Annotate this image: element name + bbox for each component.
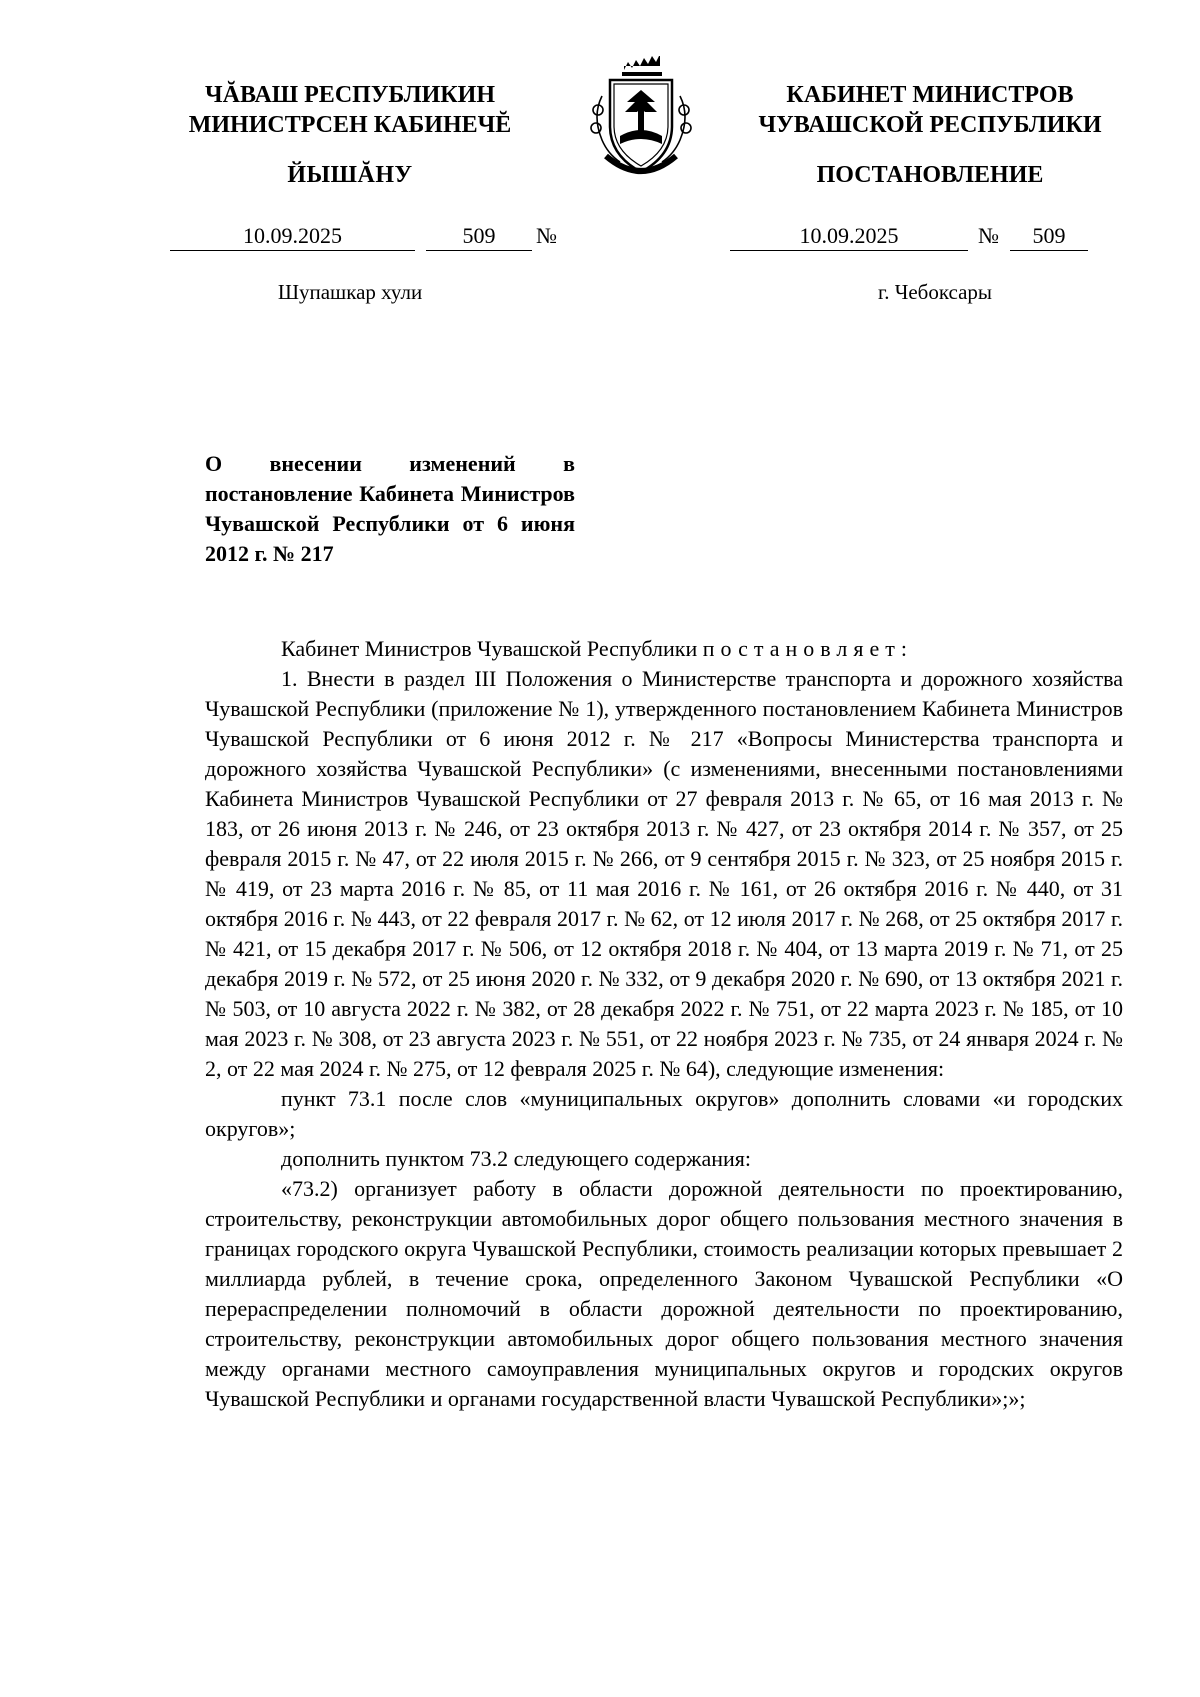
right-date: 10.09.2025 xyxy=(730,222,968,251)
document-body xyxy=(205,634,1123,1414)
paragraph-1: 1. Внести в раздел III Положения о Министерстве транспорта и дорожного хозяйства Чувашской Республики (приложение № 1), утвержденного постановлением Кабинета Министров Чувашской Республики от 6 июня 2012 г. № 217 «Вопросы Министерства транспорта и дорожного хозяйства Чувашской Республики» (с изменениями, внесенными постановлениями Кабинета Министров Чувашской Республики от 27 февраля 2013 г. № 65, от 16 мая 2013 г. № 183, от 26 июня 2013 г. № 246, от 23 октября 2013 г. № 427, от 23 октября 2014 г. № 357, от 25 февраля 2015 г. № 47, от 22 июля 2015 г. № 266, от 9 сентября 2015 г. № 323, от 25 ноября 2015 г. № 419, от 23 марта 2016 г. № 85, от 11 мая 2016 г. № 161, от 26 октября 2016 г. № 440, от 31 октября 2016 г. № 443, от 22 февраля 2017 г. № 62, от 12 июля 2017 г. № 268, от 25 октября 2017 г. № 421, от 15 декабря 2017 г. № 506, от 12 октября 2018 г. № 404, от 13 марта 2019 г. № 71, от 25 декабря 2019 г. № 572, от 25 июня 2020 г. № 332, от 9 декабря 2020 г. № 690, от 13 октября 2021 г. № 503, от 10 августа 2022 г. № 382, от 28 декабря 2022 г. № 751, от 22 марта 2023 г. № 185, от 10 мая 2023 г. № 308, от 23 августа 2023 г. № 551, от 22 ноября 2023 г. № 735, от 24 января 2024 г. № 2, от 22 мая 2024 г. № 275, от 12 февраля 2025 г. № 64), следующие изменения: xyxy=(205,666,1123,1081)
right-number: 509 xyxy=(1010,222,1088,251)
document-title: О внесении изменений в постановление Кабинета Министров Чувашской Республики от 6 июня 2012 г. № 217 xyxy=(205,451,575,566)
header-left-doc-type: ЙЫШĂНУ xyxy=(287,162,413,188)
intro-subject: Кабинет Министров Чувашской Республики xyxy=(281,636,698,661)
right-city: г. Чебоксары xyxy=(877,280,993,304)
header-right-line1: КАБИНЕТ МИНИСТРОВ xyxy=(786,82,1074,108)
intro-paragraph xyxy=(205,634,1123,664)
intro-verb: постановляет: xyxy=(702,636,913,661)
header-right-doc-type: ПОСТАНОВЛЕНИЕ xyxy=(816,162,1044,188)
right-no-sign: № xyxy=(978,223,999,248)
left-date: 10.09.2025 xyxy=(170,222,415,251)
coat-of-arms-icon xyxy=(578,56,704,184)
header-left-line2: МИНИСТРСЕН КАБИНЕЧĔ xyxy=(188,112,512,138)
paragraph-3: дополнить пунктом 73.2 следующего содержания: xyxy=(281,1146,751,1171)
header-right-line2: ЧУВАШСКОЙ РЕСПУБЛИКИ xyxy=(758,112,1102,138)
header-left-line1: ЧĂВАШ РЕСПУБЛИКИН xyxy=(205,82,495,108)
header-left-authority xyxy=(170,80,530,140)
header-right-authority xyxy=(735,80,1125,140)
left-number: 509 xyxy=(426,222,532,251)
paragraph-2: пункт 73.1 после слов «муниципальных округов» дополнить словами «и городских округов»; xyxy=(205,1086,1123,1141)
left-date-number-row xyxy=(170,222,560,252)
paragraph-4: «73.2) организует работу в области дорожной деятельности по проектированию, строительству, реконструкции автомобильных дорог общего пользования местного значения в границах городского округа Чувашской Республики, стоимость реализации которых превышает 2 миллиарда рублей, в течение срока, определенного Законом Чувашской Республики «О перераспределении полномочий в области дорожной деятельности по проектированию, строительству, реконструкции автомобильных дорог общего пользования местного значения между органами местного самоуправления муниципальных округов и городских округов Чувашской Республики и органами государственной власти Чувашской Республики»;»; xyxy=(205,1176,1123,1411)
left-city: Шупашкар хули xyxy=(277,280,423,304)
left-no-sign: № xyxy=(536,223,557,248)
right-date-number-row xyxy=(730,222,1130,252)
